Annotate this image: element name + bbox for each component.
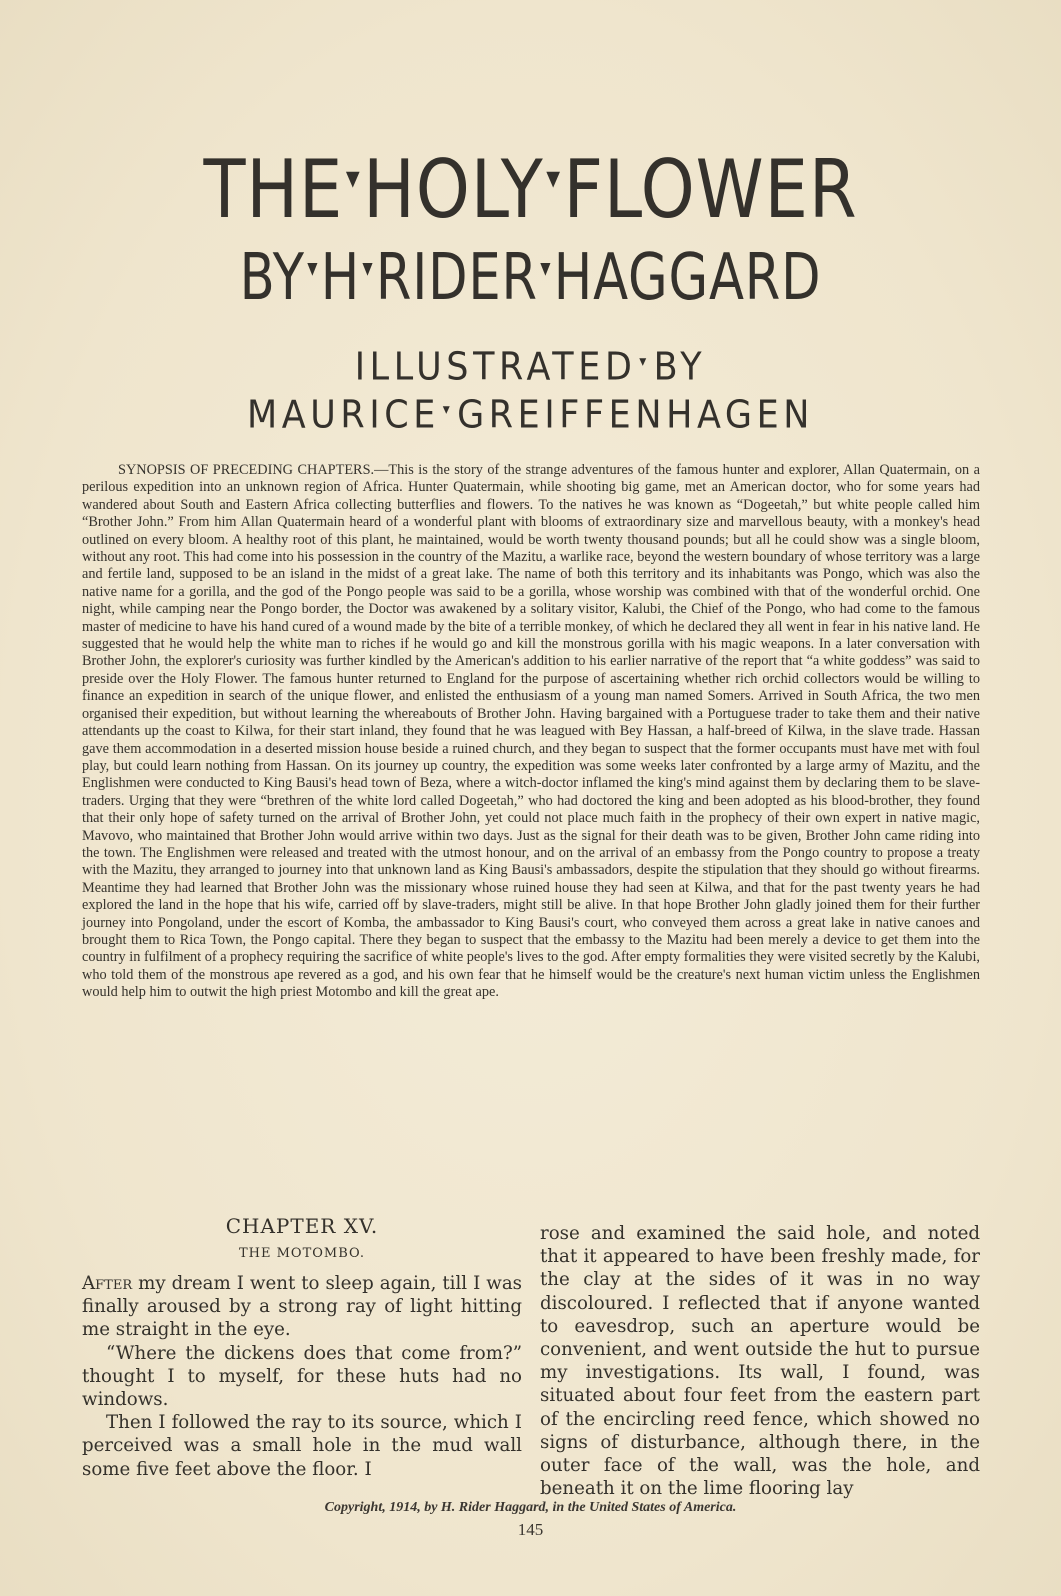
opening-word: After [82,1273,133,1294]
body-paragraph: rose and examined the said hole, and noted that it appeared to have been freshly made, for the clay at the sides of it was in no way discoloured. I reflected that if anyone wanted to eavesdrop, such an aperture would be convenient, and went outside the hut to pursue my investigations. Its wall, I found, was situated about four feet from the eastern part of the encircling reed fence, which showed no signs of disturbance, although there, in the outer face of the wall, was the hole, and beneath it on the lime flooring lay [540,1223,980,1500]
illustrated-by-line [42,338,1018,390]
separator-mark: ▾ [639,352,651,370]
title-word: HOLY [363,142,544,236]
right-column [540,1222,980,1500]
separator-mark: ▾ [442,400,455,418]
page-number: 145 [517,1520,544,1539]
separator-mark: ▾ [362,253,374,283]
author-byline [106,230,955,316]
synopsis-paragraph [82,462,980,1002]
separator-mark: ▾ [307,253,319,283]
illustrated-word: BY [653,344,707,389]
title-word: FLOWER [563,142,858,236]
byline-word: BY [239,241,305,316]
illustrator-word: GREIFFENHAGEN [457,392,815,437]
byline-word: HAGGARD [553,241,822,316]
title-word: THE [203,142,344,236]
chapter-heading: CHAPTER XV. [225,1214,379,1238]
body-paragraph: “Where the dickens does that come from?” thought I to myself, for these huts had no windows. [82,1342,522,1411]
chapter-subtitle: THE MOTOMBO. [238,1246,366,1261]
paragraph-text: my dream I went to sleep again, till I was finally aroused by a strong ray of light hitting me straight in the eye. [82,1273,522,1341]
separator-mark: ▾ [546,158,561,196]
story-title [74,132,986,235]
byline-word: H [320,241,360,316]
left-column [82,1212,522,1481]
body-paragraph: Then I followed the ray to its source, which I perceived was a small hole in the mud wall some five feet above the floor. I [82,1412,522,1480]
illustrator-word: MAURICE [246,392,440,437]
separator-mark: ▾ [345,158,361,196]
separator-mark: ▾ [540,253,552,283]
byline-word: RIDER [375,241,538,316]
copyright-notice: Copyright, 1914, by H. Rider Haggard, in the United States of America. [324,1500,737,1515]
synopsis-label: SYNOPSIS OF PRECEDING CHAPTERS. [118,462,375,478]
body-paragraph [82,1272,522,1342]
illustrated-word: ILLUSTRATED [354,344,637,389]
synopsis-text: —This is the story of the strange adventures of the famous hunter and explorer, Allan Quatermain, on a perilous expedition into an unknown region of Africa. Hunter Quatermain, while shooting big game, met an American doctor, who for some years had wandered about South and Eastern Africa collecting butterflies and flowers. To the natives he was known as “Dogeetah,” but white people called him “Brother John.” From him Allan Quatermain heard of a wonderful plant with blooms of extraordinary size and marvellous beauty, with a monkey's head outlined on every bloom. A healthy root of this plant, he maintained, would be worth twenty thousand pounds; but all he could show was a single bloom, without any root. This had come into his possession in the country of the Mazitu, a warlike race, beyond the western boundary of whose territory was a large and fertile land, supposed to be an island in the midst of a great lake. The name of both this territory and its inhabitants was Pongo, which was also the native name for a gorilla, and the god of the Pongo people was said to be a gorilla, whose worship was combined with that of the wonderful orchid. One night, while camping near the Pongo border, the Doctor was awakened by a solitary visitor, Kalubi, the Chief of the Pongo, who had come to the famous master of medicine to have his hand cured of a wound made by the bite of a terrible monkey, of which he declared they all went in fear in his native land. He suggested that he would help the white man to riches if he would go and kill the monstrous gorilla with his magic weapons. In a later conversation with Brother John, the explorer's curiosity was further kindled by the American's addition to his earlier narrative of the report that “a white goddess” was said to preside over the Holy Flower. The famous hunter returned to England for the purpose of ascertaining whether rich orchid collectors would be willing to finance an expedition in search of the unique flower, and enlisted the enthusiasm of a young man named Somers. Arrived in South Africa, the two men organised their expedition, but without learning the whereabouts of Brother John. Having bargained with a Portuguese trader to take them and their native attendants up the coast to Kilwa, for their start inland, they found that he was leagued with Bey Hassan, a half-breed of Kilwa, in the slave trade. Hassan gave them accommodation in a deserted mission house beside a ruined church, and they began to suspect that the former occupants must have met with foul play, but could learn nothing from Hassan. On its journey up country, the expedition was some weeks later confronted by a large army of Mazitu, and the Englishmen were conducted to King Bausi's head town of Beza, where a witch-doctor inflamed the king's mind against them by declaring them to be slave-traders. Urging that they were “brethren of the white lord called Dogeetah,” who had doctored the king and been adopted as his blood-brother, they found that their only hope of safety turned on the arrival of Brother John, yet could not place much faith in the prophecy of their own expert in native magic, Mavovo, who maintained that Brother John would arrive within two days. Just as the signal for their death was to be given, Brother John came riding into the town. The Englishmen were released and treated with the utmost honour, and on the arrival of an embassy from the Pongo country to propose a treaty with the Mazitu, they arranged to journey into that unknown land as King Bausi's ambassadors, despite the stipulation that they should go without firearms. Meantime they had learned that Brother John was the missionary whose ruined house they had seen at Kilwa, and that for the past twenty years he had explored the land in the hope that his wife, carried off by slave-traders, might still be alive. In that hope Brother John gladly joined them for their further journey into Pongoland, under the escort of Komba, the ambassador to King Bausi's court, who conveyed them across a great lake in native canoes and brought them to Rica Town, the Pongo capital. There they began to suspect that the embassy to the Mazitu had been merely a device to get them into the country in fulfilment of a prophecy requiring the sacrifice of white people's lives to the god. After empty formalities they were visited secretly by the Kalubi, who told them of the monstrous ape revered as a god, and his own fear that he himself would be the creature's next human victim unless the Englishmen would help him to outwit the high priest Motombo and kill the great ape. [82,462,980,1001]
illustrator-name [42,386,1018,438]
